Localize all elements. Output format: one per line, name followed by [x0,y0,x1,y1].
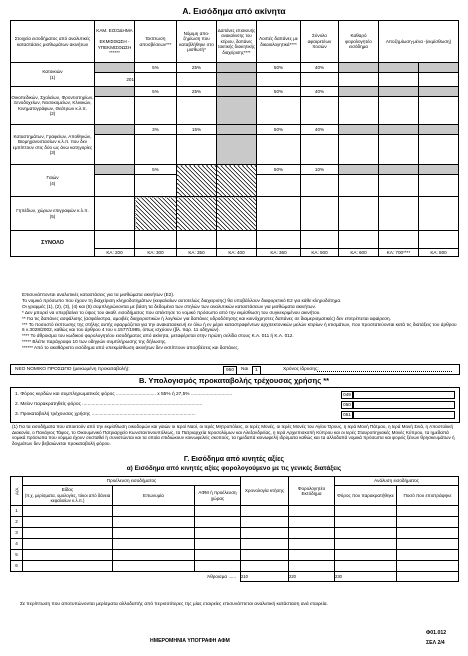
c-row-2-afm[interactable] [195,517,241,528]
col-name: Επωνυμία [113,486,195,506]
total-code-5: ΚΑ: 360 [257,249,301,257]
row-4-repair-input[interactable] [257,175,301,197]
new-entity-row [10,364,460,375]
row-5-code-input[interactable] [95,197,135,231]
note-a-3: * Δεν μπορεί να υπερβαίνει το ύψος του ακαθ. εισοδήματος που απέκτησε το νομικό πρόσωπο από την εκμίσθωση του συγκεκριμένου ακινήτου. [22,309,321,315]
row-1-other-input[interactable] [301,73,339,87]
row-3-label-text: Καταστημάτων, Γραφείων, Αποθηκών, Βιομηχανοστασίων κ.λ.π. που δεν εμπίπτουν στις δύο ως άνω κατηγορίες [12,133,93,150]
c-row-4-withheld[interactable] [335,539,397,550]
row-3-pct-a: 3% [135,125,177,135]
b-input-2[interactable] [353,401,455,409]
sum-code-210: 210 [241,572,289,582]
c-row-1-afm[interactable] [195,506,241,517]
row-2-num: (2) [49,110,56,116]
row-1-label-text: Κατοικιών [42,69,63,75]
row-3-total-input[interactable] [339,135,379,165]
row-2-label [11,87,95,125]
section-a-title: Α. Εισόδημα από ακίνητα [182,6,286,16]
row-2-grey-a [217,87,257,97]
total-code-8: ΚΑ: 700**** [379,249,419,257]
row-2-pct-d: 40% [301,87,339,97]
c-row-5-date[interactable] [241,550,289,561]
col-kind-note: (π.χ. μερίσματα, ομολογίες, τόκοι από δάνεια κεφαλαίων κ.λ.π.) [24,492,111,504]
header-property-type: Στοιχεία εισοδήματος από αναλυτικές καταστάσεις μισθωμάτων ακινήτων [11,21,95,63]
c-row-2-date[interactable] [241,517,289,528]
row-1-grey-c [379,63,419,73]
note-a-4: ** Για τις δαπάνες ασφάλισης (ασφάλιστρα, αμοιβές διαχειριστικών ή λογ/κών για δαπάνες υδροδότησης και κοινόχρηστες δαπάνες σε διαμερισματικές) δεν επιτρέπεται αφαίρεση. [22,315,391,321]
row-3-code-input[interactable] [95,135,135,165]
c-row-5-refund[interactable] [397,550,459,561]
row-2-repair-input[interactable] [257,97,301,125]
b-code-051: 051 [341,411,353,419]
total-code-4: ΚΑ: 400 [217,249,257,257]
c-row-5-kind[interactable] [23,550,113,561]
footer-page-number: ΣΕΛ 2/4 [426,640,445,646]
header-other-costs: Λοιπές δαπάνες με δικαιολογητικά**** [257,21,301,63]
col-taxable: Φορολογητέο Εκτόδημα [289,477,335,506]
property-income-table [10,20,459,257]
row-1-code-cell [95,63,135,73]
total-cell-9[interactable] [419,231,459,249]
footer-form-code: Φ01.012 [426,630,447,636]
row-3-expropriation-input[interactable] [419,135,459,165]
section-c-title: Γ. Εισόδημα από κινητές αξίες [183,456,285,463]
row-4-code-cell [95,165,135,175]
row-4-pct-c: 50% [257,165,301,175]
total-code-2: ΚΑ: 300 [135,249,177,257]
footer-signature-label: ΗΜΕΡΟΜΗΝΙΑ ΥΠΟΓΡΑΦΗ ΑΦΜ [150,638,230,644]
c-row-6-refund[interactable] [397,561,459,572]
row-1-pct-c: 50% [257,63,301,73]
row-1-num: (1) [49,74,56,80]
row-1-pct-b: 25% [177,63,217,73]
row-2-label-text: Οικοπεδικών, Σχολείων, Φροντιστηρίων, Ξενοδοχείων, Νοσοκομείων, Κλινικών, Κινηματογράφων, Θεάτρων κ.λ.π. [11,94,94,111]
section-b-note [12,424,458,446]
row-2-grey-e [217,97,257,125]
c-row-1-withheld[interactable] [335,506,397,517]
c-row-6-name[interactable] [113,561,195,572]
c-row-2-name[interactable] [113,517,195,528]
total-code-1: ΚΑ: 200 [95,249,135,257]
row-2-grey-d [419,87,459,97]
row-2-compensation-input[interactable] [177,97,217,125]
row-5-num: (5) [49,213,56,219]
sum-code-220: 220 [289,572,335,582]
row-3-repair-input[interactable] [257,135,301,165]
section-b-box [10,387,460,423]
col-analysis: Ανάλυση εισοδήματος [335,477,459,486]
note-a-6: **** Το άθροισμα του κωδικού φορολογητέου εισοδήματος από ακίνητα, μεταφέρεται στην πρώτη σελίδα στους Κ.Α. 011 ή Κ.Α. 012. [22,333,294,339]
row-aa-4: 4 [11,539,23,550]
c-row-1-refund[interactable] [397,506,459,517]
row-2-other-input[interactable] [301,97,339,125]
total-code-3: ΚΑ: 350 [177,249,217,257]
c-row-4-date[interactable] [241,539,289,550]
c-row-6-date[interactable] [241,561,289,572]
row-4-grey-b [339,165,379,175]
c-row-6-kind[interactable] [23,561,113,572]
note-b-0: (1) Για τα εισοδήματα που αποκτούν από την εκμίσθωση οικοδομών και γαιών οι Ιεροί Ναοί, οι Ιερές Μητροπόλεις, οι Ιερές Μονές, οι Ιερές Μονές του Αγίου Όρους, η Ιερά Μονή Πάτμου, η Ιερά Μονή Σινά, η Αποστολική Διακονία, ο Πανάγιος Τάφος, το Οικουμενικό Πατριαρχείο Κωνσταντινουπόλεως, τα Πατριαρχεία Ιεροσολύμων και Αλεξανδρείας, η Ιερά Αρχιεπισκοπή Κύπρου και οι Ιερές Σταυροπηγιακές Μονές Κύπρου, τα ημεδαπά νομικά πρόσωπα που νόμιμα έχουν συσταθεί ή συνιστώνται και τα οποία επιδιώκουν κοινωφελείς σκοπούς, τα ημεδαπά κοινωφελή ιδρύματα καθώς και τα αλλοδαπά νομικά πρόσωπα και φορείς ξένων θρησκευμάτων ή δογμάτων δεν βεβαιώνεται προκαταβολή φόρου. [12,424,455,446]
row-5-total-input[interactable] [339,197,379,231]
b-line-1: 1. Φόρος κερδών και συμπληρωματικός φόρος .............................. x 55% ή 27,5% ............................... [15,392,233,397]
row-2-net-input[interactable] [379,97,419,125]
section-c-note: Σε περίπτωση που αποτυπώνονται μερίσματα αλλοδαπής από περισσότερες της μίας εταιρείες επισυνάπτεται αναλυτική κατάσταση ανά εταιρεία. [20,602,328,607]
c-row-1-date[interactable] [241,506,289,517]
row-3-depreciation-input[interactable] [135,135,177,165]
row-2-pct-b: 25% [177,87,217,97]
row-1-grey-e [217,73,257,87]
securities-income-table [10,476,459,582]
row-4-total-input[interactable] [339,175,379,197]
new-entity-yes-code[interactable]: 1 [252,366,261,375]
row-4-num: (4) [49,180,56,186]
row-3-grey-e [217,135,257,165]
c-row-3-name[interactable] [113,528,195,539]
row-2-grey-c [379,87,419,97]
section-a-notes [22,292,458,351]
col-aa: Α/Α [11,477,23,506]
row-aa-2: 2 [11,517,23,528]
c-row-4-kind[interactable] [23,539,113,550]
row-3-pct-b: 15% [177,125,217,135]
row-1-total-input[interactable] [339,73,379,87]
c-row-6-taxable[interactable] [289,561,335,572]
header-net-income: Καθαρό φορολογητέο εισόδημα [339,21,379,63]
note-a-0: Επισυνάπτονται αναλυτικές καταστάσεις για τα μισθώματα ακινήτων (Ε2). [22,292,175,297]
c-row-1-name[interactable] [113,506,195,517]
c-row-3-afm[interactable] [195,528,241,539]
col-kind-label: Είδος [61,487,74,493]
row-1-net-input[interactable] [379,73,419,87]
row-5-net-input[interactable] [379,197,419,231]
row-5-other-input[interactable] [301,197,339,231]
b-code-049: 049 [341,391,353,399]
b-line-2: 2. Μείον παρακρατηθείς φόρος .......................................................................................... [15,402,203,407]
note-a-7: ***** Βλέπε παράγραφο 10 των οδηγιών συμπλήρωσης της δήλωσης. [22,339,167,345]
c-row-6-afm[interactable] [195,561,241,572]
c-row-3-kind[interactable] [23,528,113,539]
b-input-1[interactable] [353,391,455,399]
c-row-3-date[interactable] [241,528,289,539]
section-c-subtitle: α) Εισόδημα από κινητές αξίες φορολογούμενο με τις γενικές διατάξεις [126,465,342,472]
total-code-6: ΚΑ: 500 [301,249,339,257]
row-3-grey-b [339,125,379,135]
row-4-grey-d [419,165,459,175]
row-3-grey-c [379,125,419,135]
row-1-code: 201 [95,73,135,87]
c-row-2-taxable[interactable] [289,517,335,528]
row-4-pct-d: 10% [301,165,339,175]
c-row-1-taxable[interactable] [289,506,335,517]
sum-refund[interactable] [397,572,459,582]
row-5-repair-input[interactable] [257,197,301,231]
row-1-grey-b [339,63,379,73]
sum-label: Άθροισμα ...... [207,574,237,580]
row-3-net-input[interactable] [379,135,419,165]
header-expropriation: Αποζημίωση-μένα -(εκμίσθωση) [379,21,459,63]
c-row-4-afm[interactable] [195,539,241,550]
row-2-total-input[interactable] [339,97,379,125]
row-3-compensation-input[interactable] [177,135,217,165]
row-2-pct-c: 50% [257,87,301,97]
c-row-4-taxable[interactable] [289,539,335,550]
note-a-2: Οι γραμμές (1), (2), (3), (4) και (5) συμπληρώνονται με βάση τα δεδομένα των στηλών των αναλυτικών καταστάσεων για μισθώματα ακινήτων. [22,303,317,309]
row-1-label [11,63,95,87]
row-aa-6: 6 [11,561,23,572]
c-row-4-name[interactable] [113,539,195,550]
note-a-1: Το νομικό πρόσωπο που έχουν τη διαχείριση κληροδοτημάτων (κεφαλαίων αυτοτελώς διαχειρισης) θα υποβάλλουν διαφορετικό Ε2 για κάθε κληροδότημα. [22,297,342,303]
header-depreciation: Έκπτωση αποσβέσεων*** [135,21,177,63]
row-aa-1: 1 [11,506,23,517]
row-4-pct-a: 5% [135,165,177,175]
row-4-code-input[interactable] [95,175,135,197]
section-b-title: Β. Υπολογισμός προκαταβολής τρέχουσας χρήσης ** [138,376,330,385]
c-row-3-taxable[interactable] [289,528,335,539]
total-cell-5[interactable] [257,231,301,249]
c-row-2-refund[interactable] [397,517,459,528]
new-entity-date-label: Χρόνος ίδρυσης: [283,367,319,372]
row-5-hatch-a [135,197,177,231]
row-1-depreciation-input[interactable] [135,73,177,87]
row-4-other-input[interactable] [301,175,339,197]
header-compensation: Νόμιμη απο-ζημίωση που καταβλήθηκε στο μισθωτή* [177,21,217,63]
row-5-hatch-c [217,197,257,231]
row-4-hatch-b [217,165,257,197]
b-line-3: 3. Προκαταβολή τρέχουσας χρήσης .............................................................................. [15,412,196,417]
row-2-grey-b [339,87,379,97]
row-2-code-input[interactable] [95,97,135,125]
row-4-label [11,165,95,197]
total-cell-1[interactable] [95,231,135,249]
total-cell-2[interactable] [135,231,177,249]
row-4-hatch-a [177,165,217,197]
row-4-depreciation-input[interactable] [135,175,177,197]
col-kind [23,486,113,506]
row-1-grey-d [419,63,459,73]
note-a-8: ****** Από το ακαθάριστο εισόδημα από υπεκμίσθωση ακινήτων δεν εκπίπτουν αποσβέσεις και δαπάνες. [22,345,239,351]
c-row-2-kind[interactable] [23,517,113,528]
col-afm: ΑΦΜ ή προέλευση χώρας [195,486,241,506]
header-repair-costs: Δαπάνες επισκευής ανακαίνισης του κτίριου, δαπάνες τακτικής διοικητικής διαχείρισης**** [217,21,257,63]
header-code-col: ΚΑΜ. ΕΙΣΟΔΗΜΑ [96,27,133,33]
c-row-2-withheld[interactable] [335,517,397,528]
total-code-9: ΚΑ: 800 [419,249,459,257]
row-2-code-cell [95,87,135,97]
new-entity-date-input[interactable] [317,365,452,372]
row-1-pct-a: 5% [135,63,177,73]
c-row-3-refund[interactable] [397,528,459,539]
new-entity-yes: Ναι [241,367,249,372]
col-date: Χρονολογία κτήσης [241,477,289,506]
b-code-050: 050 [341,401,353,409]
b-input-3[interactable] [353,411,455,419]
col-origin: Προέλευση εισοδήματος [23,477,241,486]
total-label: ΣΥΝΟΛΟ [11,231,95,257]
c-row-6-withheld[interactable] [335,561,397,572]
row-5-label-text: Γηπέδων, χώρων επιγραφών κ.λ.π. [16,208,89,214]
row-5-expropriation-input[interactable] [419,197,459,231]
row-aa-5: 5 [11,550,23,561]
row-4-grey-c [379,165,419,175]
row-5-hatch-b [177,197,217,231]
row-2-pct-a: 5% [135,87,177,97]
row-1-expropriation-input[interactable] [419,73,459,87]
row-1-pct-d: 40% [301,63,339,73]
row-4-net-input[interactable] [379,175,419,197]
row-3-code-cell [95,125,135,135]
col-refund: Ποσό που επιστράφηκε [397,486,459,506]
total-cell-3[interactable] [177,231,217,249]
row-3-other-input[interactable] [301,135,339,165]
row-2-depreciation-input[interactable] [135,97,177,125]
c-row-5-taxable[interactable] [289,550,335,561]
row-1-grey-a [217,63,257,73]
row-3-grey-a [217,125,257,135]
c-row-5-withheld[interactable] [335,550,397,561]
row-1-compensation-input[interactable] [177,73,217,87]
total-cell-6[interactable] [301,231,339,249]
row-2-expropriation-input[interactable] [419,97,459,125]
row-4-label-text: Γαιών [46,175,59,181]
row-3-grey-d [419,125,459,135]
c-row-4-refund[interactable] [397,539,459,550]
c-row-1-kind[interactable] [23,506,113,517]
total-cell-4[interactable] [217,231,257,249]
row-3-pct-d: 40% [301,125,339,135]
row-3-num: (3) [49,149,56,155]
header-code-col2: ΕΚΜΙΣΘΩΣΗ - ΥΠΕΚΜΙΣΘΩΣΗ ****** [97,39,132,55]
row-3-label [11,125,95,165]
row-3-pct-c: 50% [257,125,301,135]
header-total-deductions: Σύνολο αφαιρετέων ποσών [301,21,339,63]
sum-code-230: 230 [335,572,397,582]
row-4-expropriation-input[interactable] [419,175,459,197]
row-1-repair-input[interactable] [257,73,301,87]
c-row-5-name[interactable] [113,550,195,561]
row-aa-3: 3 [11,528,23,539]
c-row-5-afm[interactable] [195,550,241,561]
total-cell-8[interactable] [379,231,419,249]
note-a-5: *** Το ποσοστό έκπτωσης της στήλης αυτής εφαρμόζεται για την ανακατασκευή εν όλω ή εν μέρει καταστραφέντων αρχιτεκτονικών μελών κτιρίων ή κτισμάτων, που προστατεύονται κατά τις διατάξεις του άρθρου 6 ν.3028/2002, καθώς και του άρθρου 4 του ν.1577/1985, όπως ισχύουν (βλ. παρ. 11 οδηγιών). [22,321,457,333]
col-tax-withheld: Φόρος που παρακρατήθηκε [335,486,397,506]
header-lease-type [95,21,135,63]
c-row-3-withheld[interactable] [335,528,397,539]
new-entity-label: ΝΕΟ ΝΟΜΙΚΟ ΠΡΟΣΩΠΟ (μεικωμένη προκαταβολή): [15,367,130,372]
total-code-7: ΚΑ: 600 [339,249,379,257]
row-5-label [11,197,95,231]
new-entity-code: 950 [223,366,237,375]
total-cell-7[interactable] [339,231,379,249]
